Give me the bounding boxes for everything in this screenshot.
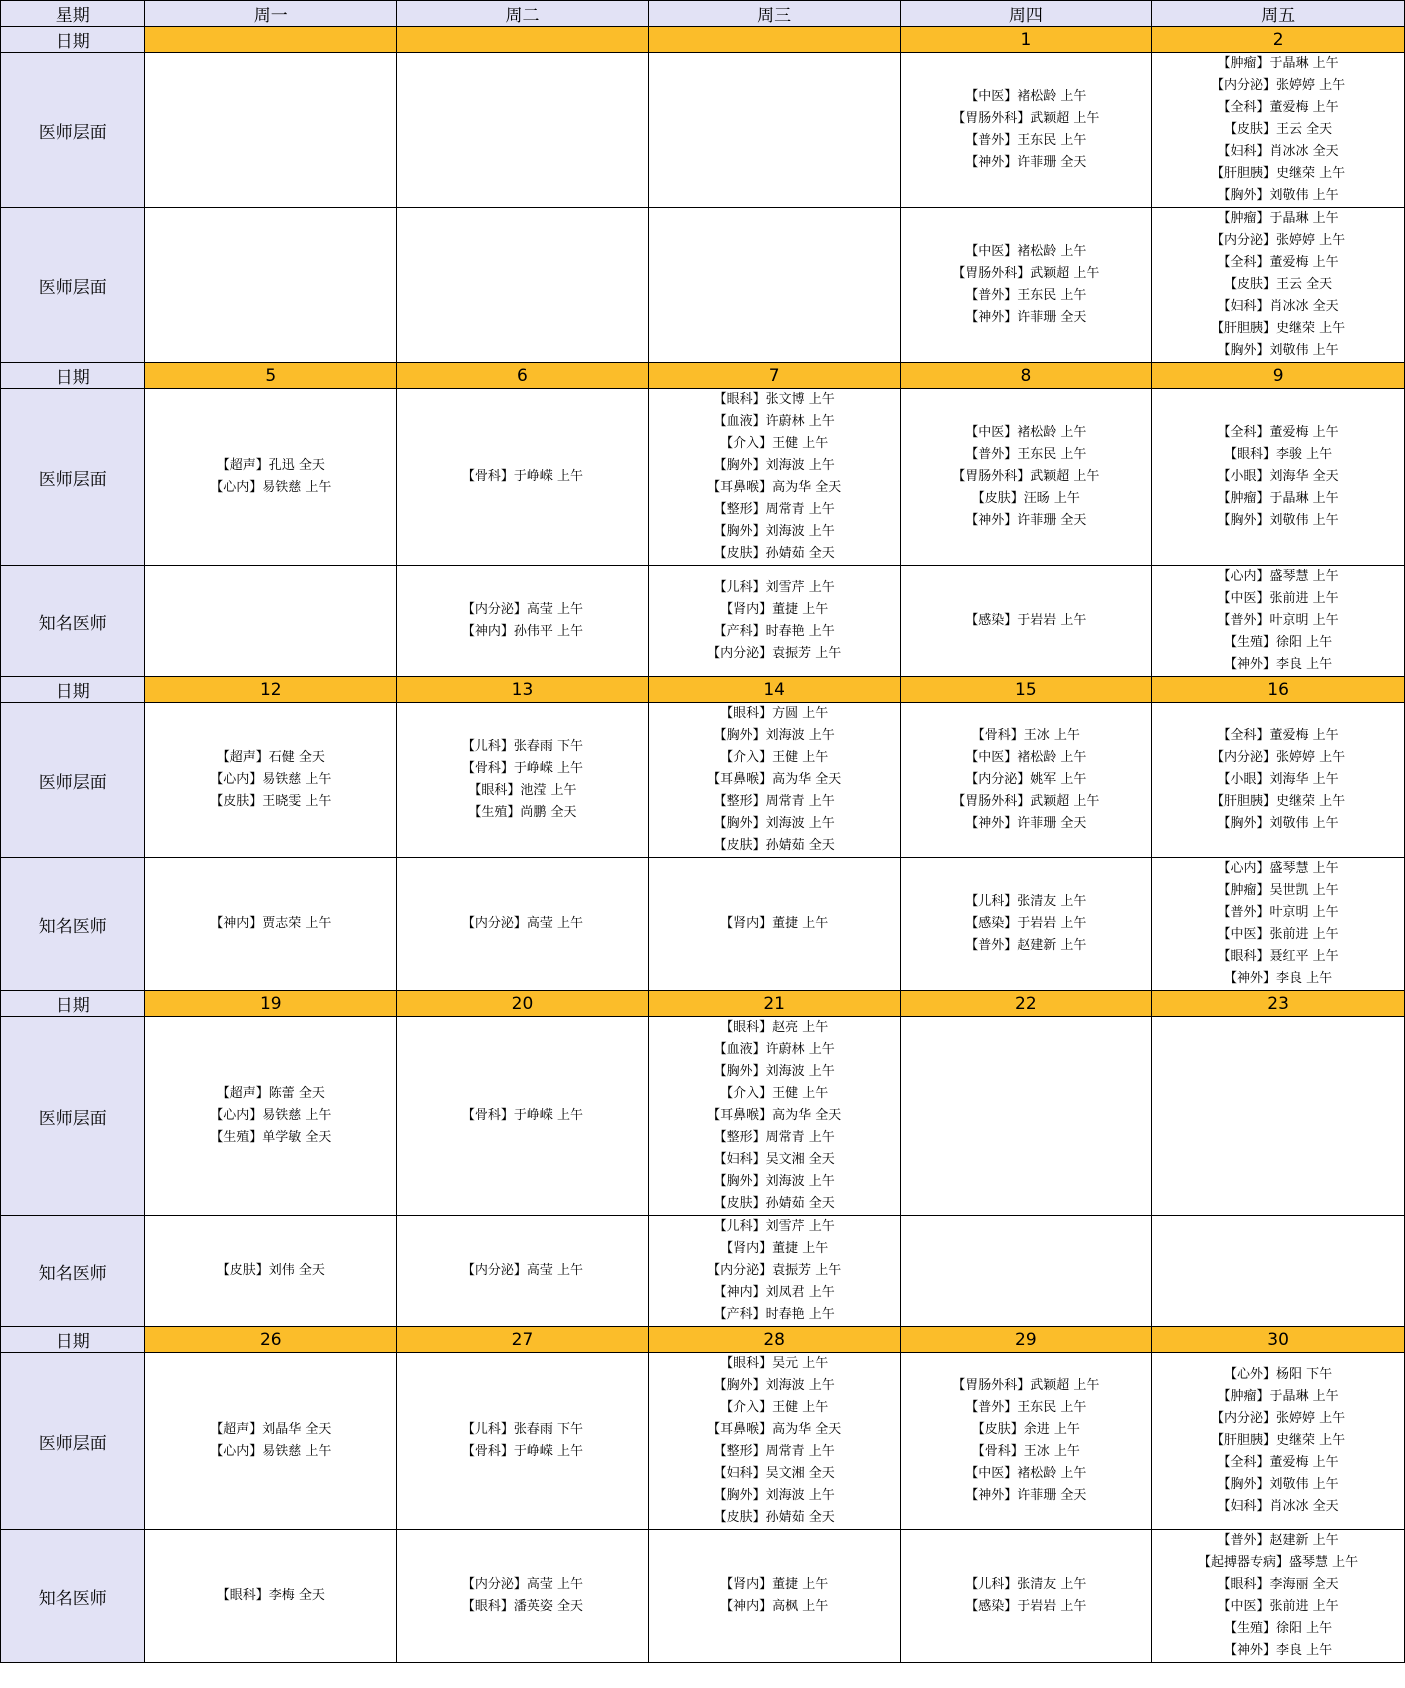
doctor-entry: 【眼科】吴元 上午 — [720, 1356, 829, 1371]
doctor-entry: 【内分泌】袁振芳 上午 — [707, 646, 842, 661]
schedule-cell — [145, 1353, 397, 1530]
doctor-entry: 【胃肠外科】武颖超 上午 — [952, 111, 1100, 126]
doctor-entry: 【眼科】赵亮 上午 — [720, 1020, 829, 1035]
doctor-entry: 【眼科】张文博 上午 — [713, 392, 835, 407]
doctor-entry: 【眼科】李骏 上午 — [1224, 447, 1333, 462]
doctor-entry: 【儿科】张春雨 下午 — [461, 1422, 584, 1437]
doctor-entry: 【肿瘤】于晶琳 上午 — [1217, 211, 1339, 226]
schedule-cell — [397, 1530, 649, 1663]
date-cell: 29 — [900, 1327, 1152, 1353]
doctor-entry: 【产科】时春艳 上午 — [713, 624, 835, 639]
doctor-entry: 【普外】叶京明 上午 — [1217, 905, 1339, 920]
schedule-cell — [397, 1216, 649, 1327]
doctor-entry: 【超声】石健 全天 — [216, 750, 325, 765]
date-cell: 5 — [145, 363, 397, 389]
weekday-header: 周三 — [648, 1, 900, 27]
doctor-entry: 【内分泌】张婷婷 上午 — [1211, 750, 1346, 765]
date-cell: 19 — [145, 991, 397, 1017]
doctor-entry: 【超声】孔迅 全天 — [216, 458, 325, 473]
schedule-cell — [397, 1353, 649, 1530]
doctor-entry: 【骨科】于峥嵘 上午 — [461, 761, 584, 776]
schedule-cell — [145, 389, 397, 566]
doctor-entry: 【胸外】刘海波 上午 — [713, 728, 835, 743]
doctor-entry: 【整形】周常青 上午 — [713, 1130, 835, 1145]
schedule-cell — [900, 566, 1152, 677]
schedule-cell — [900, 1530, 1152, 1663]
doctor-entry: 【心外】杨阳 下午 — [1224, 1367, 1333, 1382]
doctor-entry: 【普外】赵建新 上午 — [1217, 1533, 1339, 1548]
schedule-cell — [397, 566, 649, 677]
doctor-entry: 【全科】董爱梅 上午 — [1217, 255, 1339, 270]
date-row — [1, 991, 1405, 1017]
doctor-entry: 【神外】许菲珊 全天 — [965, 155, 1087, 170]
schedule-cell — [648, 53, 900, 208]
doctor-entry: 【生殖】尚鹏 全天 — [468, 805, 577, 820]
date-row-label: 日期 — [1, 363, 145, 389]
doctor-entry: 【感染】于岩岩 上午 — [965, 613, 1087, 628]
row-category-label: 知名医师 — [1, 1530, 145, 1663]
schedule-cell — [145, 208, 397, 363]
weekday-header: 周二 — [397, 1, 649, 27]
doctor-entry: 【内分泌】张婷婷 上午 — [1211, 78, 1346, 93]
doctor-entry: 【妇科】吴文湘 全天 — [713, 1466, 835, 1481]
date-cell: 16 — [1152, 677, 1405, 703]
schedule-cell — [648, 389, 900, 566]
doctor-entry: 【中医】褚松龄 上午 — [965, 425, 1087, 440]
doctor-entry: 【神外】许菲珊 全天 — [965, 816, 1087, 831]
date-cell: 14 — [648, 677, 900, 703]
weekday-header-row — [1, 1, 1405, 27]
doctor-entry: 【普外】叶京明 上午 — [1217, 613, 1339, 628]
date-cell: 13 — [397, 677, 649, 703]
schedule-cell — [900, 208, 1152, 363]
doctor-entry: 【肝胆胰】史继荣 上午 — [1211, 794, 1346, 809]
schedule-cell — [145, 703, 397, 858]
date-cell: 7 — [648, 363, 900, 389]
schedule-cell — [397, 53, 649, 208]
doctor-entry: 【眼科】李海丽 全天 — [1217, 1577, 1339, 1592]
date-row — [1, 363, 1405, 389]
doctor-entry: 【神外】李良 上午 — [1224, 1643, 1333, 1658]
doctor-entry: 【感染】于岩岩 上午 — [965, 1599, 1087, 1614]
doctor-entry: 【内分泌】张婷婷 上午 — [1211, 233, 1346, 248]
doctor-entry: 【内分泌】高莹 上午 — [461, 916, 584, 931]
schedule-row — [1, 53, 1405, 208]
doctor-entry: 【小眼】刘海华 全天 — [1217, 469, 1339, 484]
doctor-entry: 【肾内】董捷 上午 — [720, 916, 829, 931]
doctor-entry: 【超声】刘晶华 全天 — [210, 1422, 332, 1437]
weekday-header: 周一 — [145, 1, 397, 27]
doctor-entry: 【介入】王健 上午 — [720, 1400, 829, 1415]
doctor-entry: 【神内】高枫 上午 — [720, 1599, 829, 1614]
doctor-entry: 【普外】王东民 上午 — [965, 447, 1087, 462]
doctor-entry: 【胃肠外科】武颖超 上午 — [952, 469, 1100, 484]
doctor-entry: 【普外】王东民 上午 — [965, 288, 1087, 303]
row-category-label: 医师层面 — [1, 53, 145, 208]
doctor-entry: 【肿瘤】于晶琳 上午 — [1217, 491, 1339, 506]
schedule-cell — [145, 1017, 397, 1216]
schedule-row — [1, 1530, 1405, 1663]
doctor-entry: 【眼科】潘英姿 全天 — [461, 1599, 584, 1614]
doctor-entry: 【骨科】于峥嵘 上午 — [461, 469, 584, 484]
schedule-cell — [1152, 389, 1405, 566]
schedule-cell — [145, 1216, 397, 1327]
doctor-entry: 【胸外】刘海波 上午 — [713, 816, 835, 831]
doctor-entry: 【神外】李良 上午 — [1224, 657, 1333, 672]
doctor-entry: 【皮肤】汪旸 上午 — [971, 491, 1080, 506]
date-cell: 27 — [397, 1327, 649, 1353]
doctor-entry: 【皮肤】孙婧茹 全天 — [713, 1196, 835, 1211]
doctor-entry: 【肿瘤】于晶琳 上午 — [1217, 56, 1339, 71]
doctor-entry: 【生殖】单学敏 全天 — [210, 1130, 332, 1145]
date-cell: 9 — [1152, 363, 1405, 389]
doctor-entry: 【心内】盛琴慧 上午 — [1217, 569, 1339, 584]
date-row — [1, 27, 1405, 53]
schedule-cell — [397, 703, 649, 858]
date-cell — [648, 27, 900, 53]
doctor-entry: 【胸外】刘海波 上午 — [713, 458, 835, 473]
doctor-entry: 【超声】陈蕾 全天 — [216, 1086, 325, 1101]
schedule-row — [1, 1216, 1405, 1327]
doctor-entry: 【胃肠外科】武颖超 上午 — [952, 1378, 1100, 1393]
doctor-entry: 【胃肠外科】武颖超 上午 — [952, 266, 1100, 281]
doctor-entry: 【起搏器专病】盛琴慧 上午 — [1198, 1555, 1359, 1570]
row-category-label: 医师层面 — [1, 389, 145, 566]
schedule-cell — [648, 1353, 900, 1530]
doctor-entry: 【胸外】刘敬伟 上午 — [1217, 188, 1339, 203]
doctor-entry: 【中医】张前进 上午 — [1217, 591, 1339, 606]
doctor-entry: 【皮肤】王云 全天 — [1224, 122, 1333, 137]
doctor-entry: 【心内】易铁慈 上午 — [210, 480, 332, 495]
schedule-cell — [397, 389, 649, 566]
doctor-entry: 【神外】许菲珊 全天 — [965, 513, 1087, 528]
date-cell: 1 — [900, 27, 1152, 53]
doctor-entry: 【妇科】吴文湘 全天 — [713, 1152, 835, 1167]
schedule-cell — [648, 1530, 900, 1663]
weekday-header: 周四 — [900, 1, 1152, 27]
schedule-row — [1, 389, 1405, 566]
schedule-cell — [648, 208, 900, 363]
schedule-cell — [1152, 703, 1405, 858]
doctor-entry: 【中医】张前进 上午 — [1217, 1599, 1339, 1614]
doctor-entry: 【耳鼻喉】高为华 全天 — [707, 1422, 842, 1437]
doctor-entry: 【普外】赵建新 上午 — [965, 938, 1087, 953]
schedule-cell — [900, 1017, 1152, 1216]
weekday-header: 周五 — [1152, 1, 1405, 27]
date-cell: 6 — [397, 363, 649, 389]
doctor-entry: 【皮肤】王云 全天 — [1224, 277, 1333, 292]
date-cell: 22 — [900, 991, 1152, 1017]
doctor-entry: 【胸外】刘敬伟 上午 — [1217, 513, 1339, 528]
date-row — [1, 1327, 1405, 1353]
doctor-entry: 【全科】董爱梅 上午 — [1217, 100, 1339, 115]
schedule-cell — [1152, 1216, 1405, 1327]
doctor-entry: 【小眼】刘海华 上午 — [1217, 772, 1339, 787]
schedule-cell — [397, 208, 649, 363]
doctor-entry: 【儿科】刘雪芹 上午 — [713, 580, 835, 595]
doctor-entry: 【儿科】刘雪芹 上午 — [713, 1219, 835, 1234]
doctor-entry: 【神内】贾志荣 上午 — [210, 916, 332, 931]
doctor-entry: 【内分泌】张婷婷 上午 — [1211, 1411, 1346, 1426]
schedule-cell — [1152, 858, 1405, 991]
doctor-entry: 【眼科】方圆 上午 — [720, 706, 829, 721]
doctor-entry: 【胸外】刘海波 上午 — [713, 1064, 835, 1079]
date-row-label: 日期 — [1, 1327, 145, 1353]
doctor-entry: 【肾内】董捷 上午 — [720, 1577, 829, 1592]
schedule-row — [1, 566, 1405, 677]
schedule-row — [1, 858, 1405, 991]
date-row-label: 日期 — [1, 677, 145, 703]
schedule-cell — [648, 1216, 900, 1327]
schedule-cell — [648, 703, 900, 858]
doctor-entry: 【肿瘤】于晶琳 上午 — [1217, 1389, 1339, 1404]
doctor-entry: 【胸外】刘敬伟 上午 — [1217, 1477, 1339, 1492]
schedule-cell — [145, 858, 397, 991]
schedule-cell — [1152, 1530, 1405, 1663]
doctor-entry: 【胸外】刘海波 上午 — [713, 1174, 835, 1189]
doctor-entry: 【耳鼻喉】高为华 全天 — [707, 480, 842, 495]
schedule-cell — [900, 1353, 1152, 1530]
row-category-label: 知名医师 — [1, 1216, 145, 1327]
doctor-entry: 【眼科】池滢 上午 — [468, 783, 577, 798]
doctor-entry: 【耳鼻喉】高为华 全天 — [707, 772, 842, 787]
schedule-cell — [648, 858, 900, 991]
doctor-entry: 【心内】易铁慈 上午 — [210, 1108, 332, 1123]
date-cell: 23 — [1152, 991, 1405, 1017]
date-cell: 20 — [397, 991, 649, 1017]
doctor-entry: 【中医】张前进 上午 — [1217, 927, 1339, 942]
date-cell — [397, 27, 649, 53]
schedule-row — [1, 1353, 1405, 1530]
doctor-entry: 【全科】董爱梅 上午 — [1217, 1455, 1339, 1470]
schedule-cell — [648, 1017, 900, 1216]
weekday-header-label: 星期 — [1, 1, 145, 27]
schedule-cell — [900, 858, 1152, 991]
doctor-entry: 【胃肠外科】武颖超 上午 — [952, 794, 1100, 809]
doctor-entry: 【胸外】刘敬伟 上午 — [1217, 816, 1339, 831]
doctor-entry: 【神外】许菲珊 全天 — [965, 310, 1087, 325]
doctor-entry: 【神内】刘凤君 上午 — [713, 1285, 835, 1300]
doctor-entry: 【骨科】于峥嵘 上午 — [461, 1108, 584, 1123]
doctor-entry: 【整形】周常青 上午 — [713, 794, 835, 809]
doctor-entry: 【心内】易铁慈 上午 — [210, 1444, 332, 1459]
doctor-entry: 【骨科】于峥嵘 上午 — [461, 1444, 584, 1459]
doctor-entry: 【胸外】刘海波 上午 — [713, 1488, 835, 1503]
schedule-cell — [1152, 208, 1405, 363]
doctor-entry: 【内分泌】高莹 上午 — [461, 1263, 584, 1278]
doctor-entry: 【介入】王健 上午 — [720, 1086, 829, 1101]
date-row — [1, 677, 1405, 703]
schedule-cell — [900, 53, 1152, 208]
doctor-entry: 【介入】王健 上午 — [720, 436, 829, 451]
doctor-entry: 【中医】褚松龄 上午 — [965, 750, 1087, 765]
schedule-cell — [648, 566, 900, 677]
doctor-entry: 【肝胆胰】史继荣 上午 — [1211, 1433, 1346, 1448]
doctor-entry: 【血液】许蔚林 上午 — [713, 1042, 835, 1057]
doctor-entry: 【皮肤】王晓雯 上午 — [210, 794, 332, 809]
schedule-cell — [1152, 1017, 1405, 1216]
doctor-entry: 【心内】易铁慈 上午 — [210, 772, 332, 787]
date-cell: 30 — [1152, 1327, 1405, 1353]
doctor-entry: 【胸外】刘海波 上午 — [713, 524, 835, 539]
doctor-entry: 【内分泌】高莹 上午 — [461, 602, 584, 617]
doctor-entry: 【肾内】董捷 上午 — [720, 1241, 829, 1256]
doctor-entry: 【眼科】李梅 全天 — [216, 1588, 325, 1603]
schedule-row — [1, 703, 1405, 858]
doctor-entry: 【妇科】肖冰冰 全天 — [1217, 299, 1339, 314]
doctor-entry: 【皮肤】孙婧茹 全天 — [713, 546, 835, 561]
row-category-label: 知名医师 — [1, 858, 145, 991]
doctor-entry: 【中医】褚松龄 上午 — [965, 89, 1087, 104]
row-category-label: 医师层面 — [1, 703, 145, 858]
schedule-cell — [900, 1216, 1152, 1327]
doctor-entry: 【介入】王健 上午 — [720, 750, 829, 765]
schedule-cell — [1152, 1353, 1405, 1530]
doctor-entry: 【普外】王东民 上午 — [965, 1400, 1087, 1415]
schedule-body — [1, 1, 1405, 1663]
doctor-entry: 【神内】孙伟平 上午 — [461, 624, 584, 639]
doctor-entry: 【产科】时春艳 上午 — [713, 1307, 835, 1322]
date-cell — [145, 27, 397, 53]
doctor-entry: 【整形】周常青 上午 — [713, 502, 835, 517]
doctor-entry: 【眼科】聂红平 上午 — [1217, 949, 1339, 964]
doctor-entry: 【儿科】张清友 上午 — [965, 894, 1087, 909]
doctor-entry: 【整形】周常青 上午 — [713, 1444, 835, 1459]
schedule-row — [1, 1017, 1405, 1216]
date-cell: 8 — [900, 363, 1152, 389]
doctor-entry: 【中医】褚松龄 上午 — [965, 244, 1087, 259]
doctor-entry: 【儿科】张清友 上午 — [965, 1577, 1087, 1592]
date-cell: 28 — [648, 1327, 900, 1353]
doctor-entry: 【肾内】董捷 上午 — [720, 602, 829, 617]
row-category-label: 医师层面 — [1, 1017, 145, 1216]
doctor-entry: 【全科】董爱梅 上午 — [1217, 425, 1339, 440]
doctor-entry: 【神外】李良 上午 — [1224, 971, 1333, 986]
schedule-row — [1, 208, 1405, 363]
date-cell: 26 — [145, 1327, 397, 1353]
doctor-entry: 【生殖】徐阳 上午 — [1224, 635, 1333, 650]
doctor-entry: 【生殖】徐阳 上午 — [1224, 1621, 1333, 1636]
doctor-entry: 【普外】王东民 上午 — [965, 133, 1087, 148]
doctor-entry: 【妇科】肖冰冰 全天 — [1217, 1499, 1339, 1514]
doctor-entry: 【全科】董爱梅 上午 — [1217, 728, 1339, 743]
schedule-cell — [145, 1530, 397, 1663]
row-category-label: 医师层面 — [1, 208, 145, 363]
doctor-entry: 【肝胆胰】史继荣 上午 — [1211, 166, 1346, 181]
doctor-entry: 【皮肤】刘伟 全天 — [216, 1263, 325, 1278]
doctor-entry: 【肝胆胰】史继荣 上午 — [1211, 321, 1346, 336]
doctor-entry: 【中医】褚松龄 上午 — [965, 1466, 1087, 1481]
schedule-cell — [1152, 566, 1405, 677]
doctor-entry: 【儿科】张春雨 下午 — [461, 739, 584, 754]
doctor-entry: 【神外】许菲珊 全天 — [965, 1488, 1087, 1503]
doctor-entry: 【内分泌】姚军 上午 — [965, 772, 1087, 787]
doctor-entry: 【血液】许蔚林 上午 — [713, 414, 835, 429]
doctor-entry: 【肿瘤】吴世凯 上午 — [1217, 883, 1339, 898]
date-cell: 21 — [648, 991, 900, 1017]
date-row-label: 日期 — [1, 991, 145, 1017]
doctor-entry: 【内分泌】袁振芳 上午 — [707, 1263, 842, 1278]
date-cell: 12 — [145, 677, 397, 703]
date-cell: 15 — [900, 677, 1152, 703]
doctor-entry: 【内分泌】高莹 上午 — [461, 1577, 584, 1592]
doctor-entry: 【妇科】肖冰冰 全天 — [1217, 144, 1339, 159]
schedule-cell — [900, 389, 1152, 566]
doctor-entry: 【骨科】王冰 上午 — [971, 1444, 1080, 1459]
schedule-cell — [900, 703, 1152, 858]
row-category-label: 医师层面 — [1, 1353, 145, 1530]
schedule-cell — [397, 1017, 649, 1216]
doctor-entry: 【心内】盛琴慧 上午 — [1217, 861, 1339, 876]
doctor-entry: 【皮肤】余进 上午 — [971, 1422, 1080, 1437]
doctor-entry: 【胸外】刘海波 上午 — [713, 1378, 835, 1393]
doctor-entry: 【骨科】王冰 上午 — [971, 728, 1080, 743]
schedule-cell — [145, 566, 397, 677]
date-row-label: 日期 — [1, 27, 145, 53]
schedule-cell — [397, 858, 649, 991]
doctor-entry: 【感染】于岩岩 上午 — [965, 916, 1087, 931]
doctor-entry: 【皮肤】孙婧茹 全天 — [713, 1510, 835, 1525]
schedule-cell — [145, 53, 397, 208]
row-category-label: 知名医师 — [1, 566, 145, 677]
doctor-entry: 【皮肤】孙婧茹 全天 — [713, 838, 835, 853]
doctor-entry: 【胸外】刘敬伟 上午 — [1217, 343, 1339, 358]
doctor-entry: 【耳鼻喉】高为华 全天 — [707, 1108, 842, 1123]
schedule-cell — [1152, 53, 1405, 208]
date-cell: 2 — [1152, 27, 1405, 53]
